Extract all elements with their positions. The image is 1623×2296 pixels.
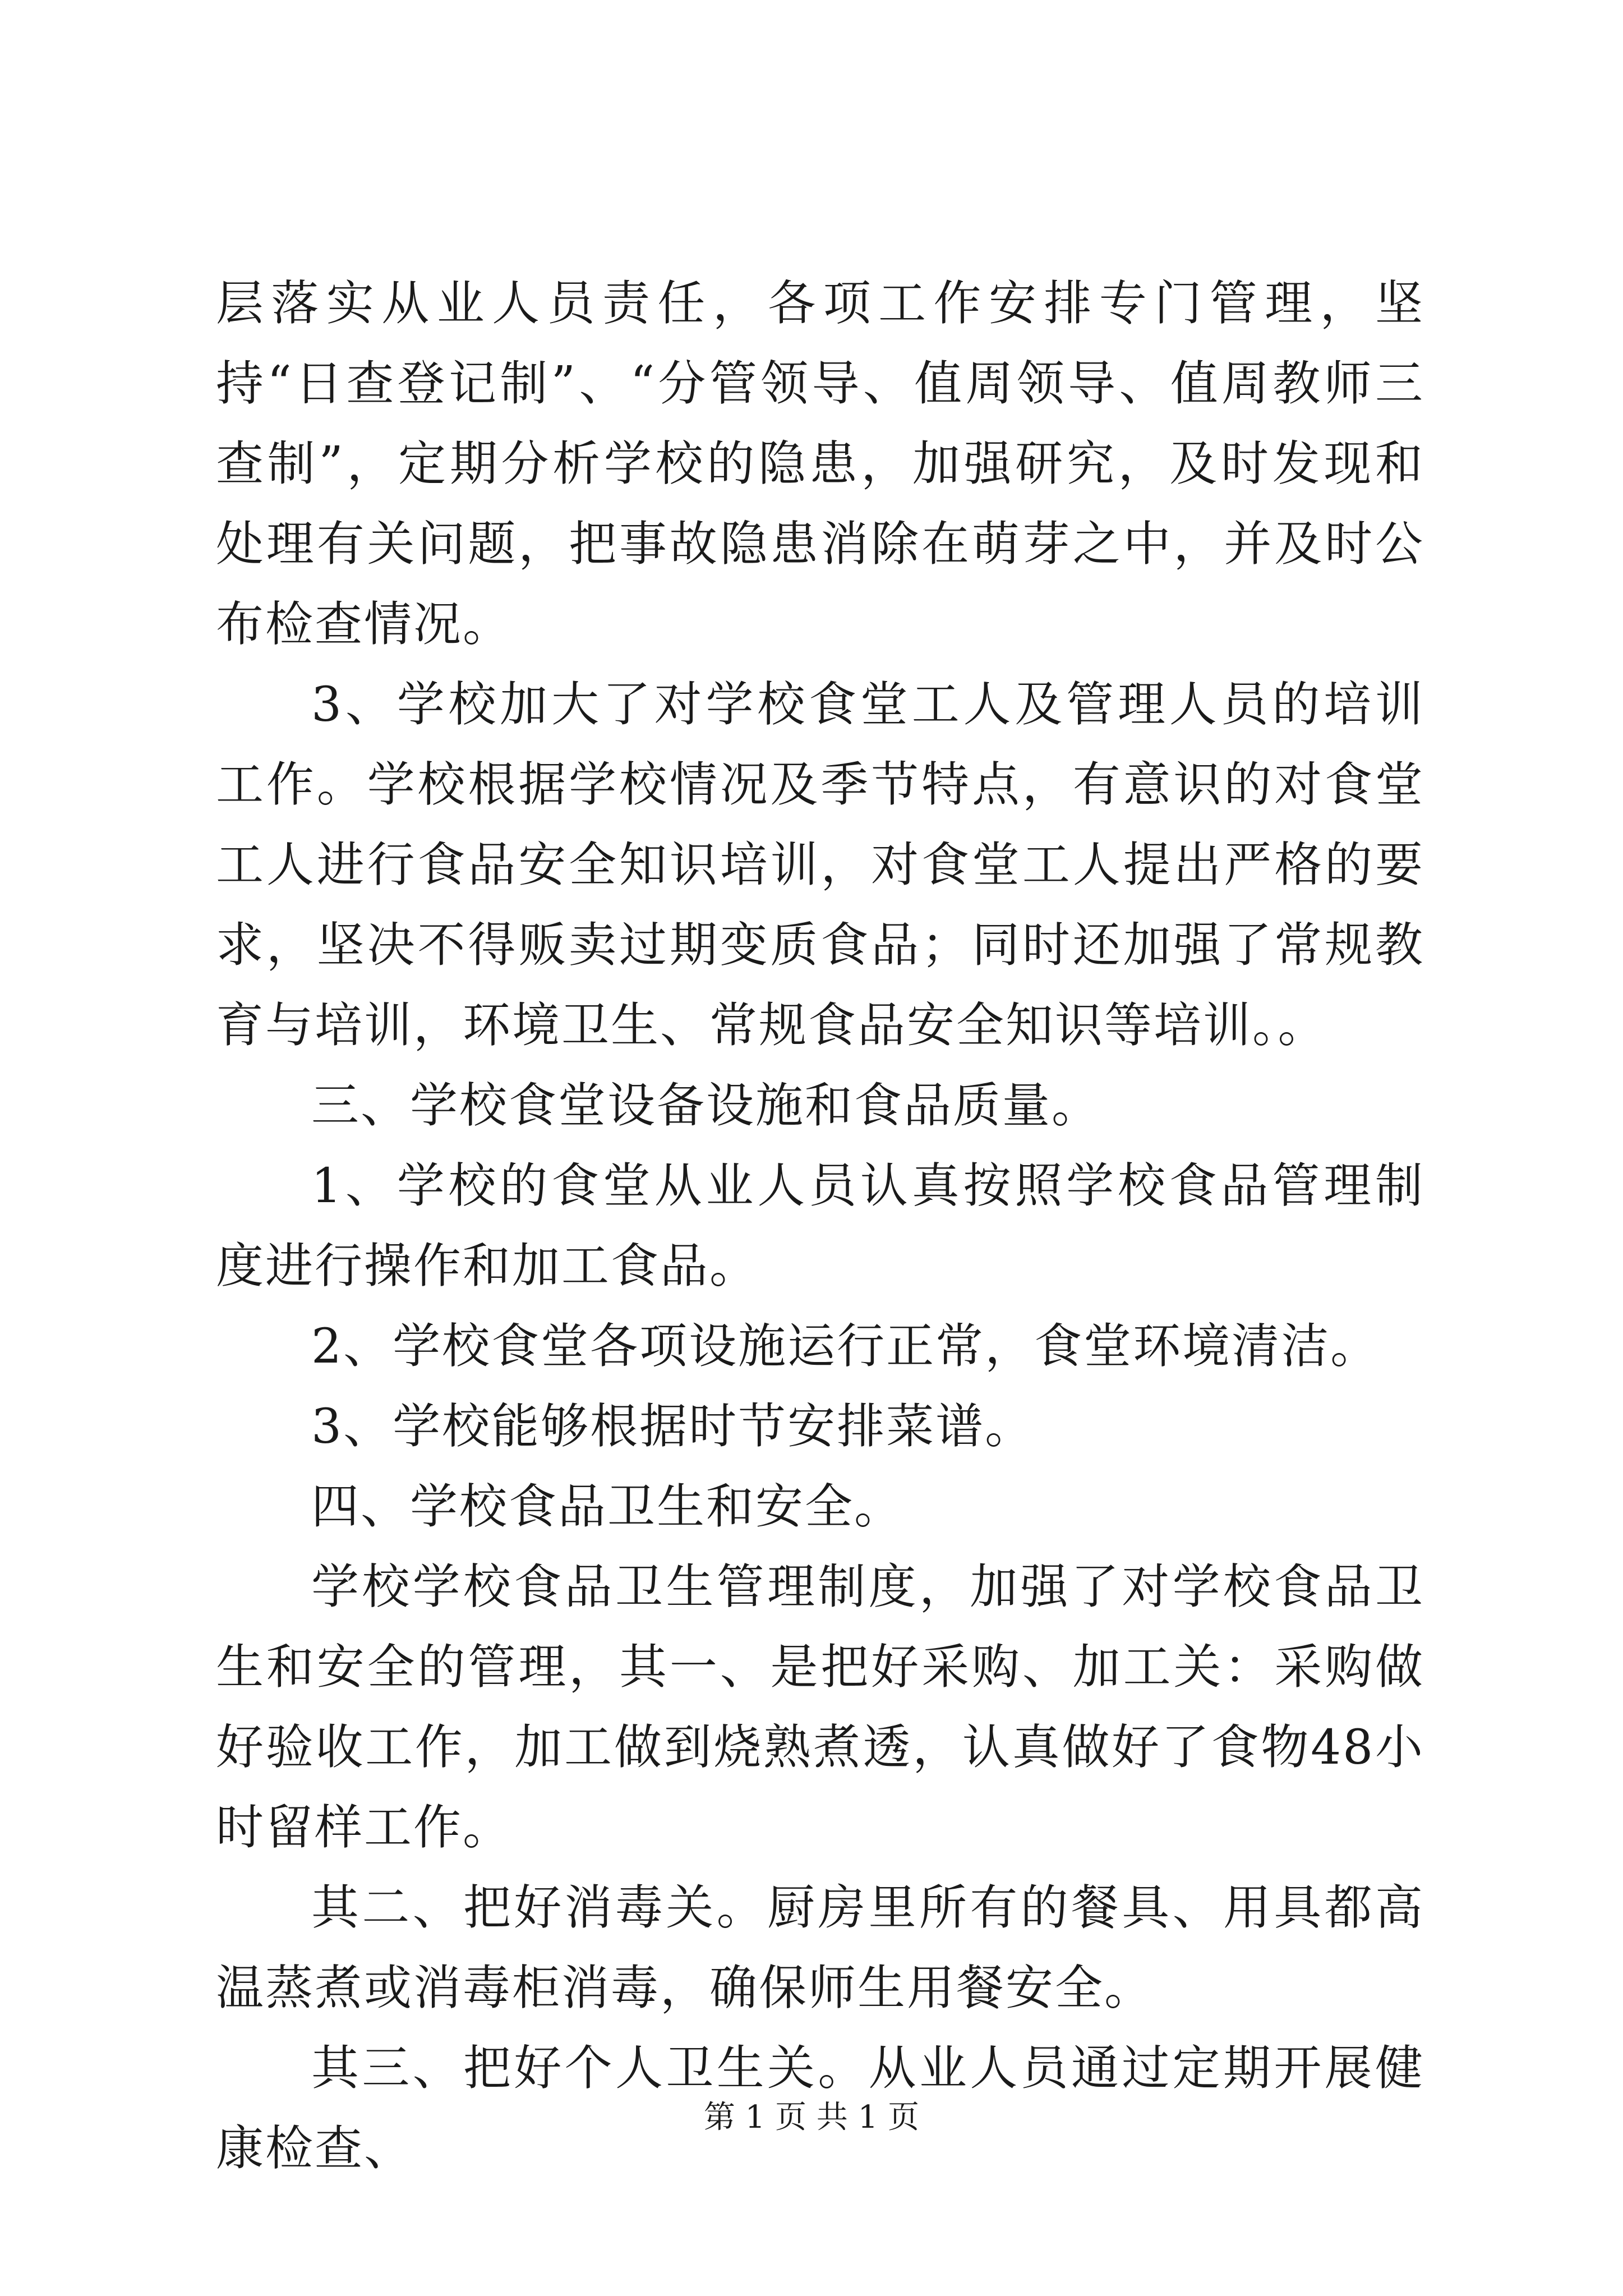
paragraph: 1、学校的食堂从业人员认真按照学校食品管理制度进行操作和加工食品。 bbox=[216, 1158, 1424, 1294]
paragraph: 学校学校食品卫生管理制度，加强了对学校食品卫生和安全的管理，其一、是把好采购、加工关：采购做好验收工作，加工做到烧熟煮透，认真做好了食物48小时留样工作。 bbox=[216, 1559, 1424, 1856]
page-footer bbox=[0, 2095, 1623, 2140]
section-heading: 四、学校食品卫生和安全。 bbox=[311, 1479, 904, 1535]
paragraph: 其三、把好个人卫生关。从业人员通过定期开展健康检查、 bbox=[216, 2041, 1424, 2177]
section-heading: 三、学校食堂设备设施和食品质量。 bbox=[311, 1078, 1101, 1134]
document-body bbox=[216, 264, 1424, 2189]
paragraph: 3、学校加大了对学校食堂工人及管理人员的培训工作。学校根据学校情况及季节特点，有意识的对食堂工人进行食品安全知识培训，对食堂工人提出严格的要求，坚决不得贩卖过期变质食品；同时还加强了常规教育与培训，环境卫生、常规食品安全知识等培训。。 bbox=[216, 677, 1424, 1053]
paragraph: 其二、把好消毒关。厨房里所有的餐具、用具都高温蒸煮或消毒柜消毒，确保师生用餐安全。 bbox=[216, 1880, 1424, 2016]
page-number-label: 第 1 页 共 1 页 bbox=[703, 2099, 920, 2136]
paragraph: 2、学校食堂各项设施运行正常，食堂环境清洁。 bbox=[311, 1319, 1380, 1374]
paragraph: 3、学校能够根据时节安排菜谱。 bbox=[311, 1399, 1035, 1455]
paragraph: 层落实从业人员责任，各项工作安排专门管理，坚持“日查登记制”、“分管领导、值周领导、值周教师三查制”，定期分析学校的隐患，加强研究，及时发现和处理有关问题，把事故隐患消除在萌芽之中，并及时公布检查情况。 bbox=[216, 276, 1424, 652]
